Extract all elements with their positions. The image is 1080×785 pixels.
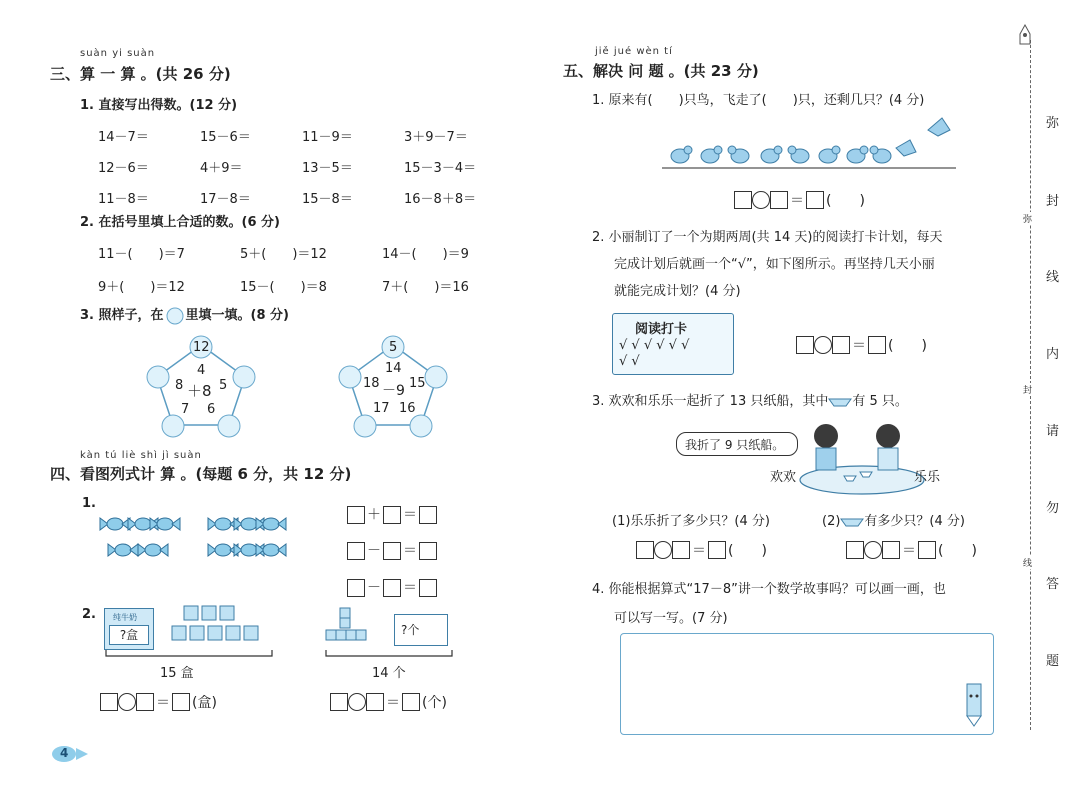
pent2-left: 18: [363, 376, 380, 391]
pent1-right: 5: [219, 378, 228, 393]
q1-item: 11－8＝: [98, 192, 149, 207]
sec3-q2-label: 2. 在括号里填上合适的数。(6 分): [80, 215, 280, 230]
q3-text-a: 3. 欢欢和乐乐一起折了 13 只纸船，其中: [592, 394, 829, 409]
operator-circle[interactable]: [814, 336, 832, 354]
answer-box[interactable]: [419, 579, 437, 597]
q2-item: 9＋( )＝12: [98, 280, 185, 295]
brace-2: [324, 648, 454, 662]
birds-illustration: [660, 112, 960, 180]
margin-char: 弥: [1046, 116, 1060, 131]
q1-item: 14－7＝: [98, 130, 149, 145]
answer-box[interactable]: [383, 579, 401, 597]
q2-item: 15－( )＝8: [240, 280, 327, 295]
sec5-title: 五、解决 问 题 。(共 23 分): [563, 62, 759, 80]
q2-item: 14－( )＝9: [382, 247, 469, 262]
sec5-q2-text: [592, 224, 943, 305]
card-checks-row-1: √ √ √ √ √ √: [619, 338, 690, 353]
page-number-badge: [50, 744, 92, 764]
answer-paren: ( ): [826, 193, 865, 209]
card-title: 阅读打卡: [635, 322, 688, 337]
q4-line-2: 可以写一写。(7 分): [614, 611, 728, 626]
pent2-top: 5: [389, 340, 398, 355]
equals-sign: ＝: [386, 695, 400, 711]
q1-item: 4＋9＝: [200, 161, 243, 176]
q1-item: 17－8＝: [200, 192, 251, 207]
cubes-illustration: [324, 604, 454, 654]
sec5-q4-text: [592, 575, 946, 633]
q4-line-1: 4. 你能根据算式“17－8”讲一个数学故事吗？可以画一画，也: [592, 582, 946, 597]
answer-box[interactable]: [347, 579, 365, 597]
brace-1: [104, 648, 274, 662]
pentagon-puzzle-2: [337, 335, 449, 440]
pent1-br: 6: [207, 402, 216, 417]
operator-circle[interactable]: [654, 541, 672, 559]
q3-2-suffix: 有多少只？(4 分): [864, 514, 965, 529]
answer-box[interactable]: [172, 693, 190, 711]
answer-box[interactable]: [347, 506, 365, 524]
q2-line-2: 完成计划后就画一个“√”，如下图所示。再坚持几天小丽: [614, 257, 935, 272]
answer-box[interactable]: [868, 336, 886, 354]
q3-label-b: 里填一填。(8 分): [185, 308, 289, 323]
sec3-q1-label: 1. 直接写出得数。(12 分): [80, 98, 238, 113]
total-cubes-label: 14 个: [372, 666, 406, 681]
answer-box[interactable]: [347, 542, 365, 560]
margin-char: 请: [1046, 424, 1060, 439]
rocket-icon: [1018, 24, 1032, 50]
pent1-bl: 7: [181, 402, 190, 417]
sec4-q2-label: 2.: [82, 607, 96, 622]
pent1-center: 4: [197, 363, 206, 378]
plus-sign: ＋: [367, 506, 381, 523]
margin-char: 线: [1046, 270, 1060, 285]
answer-box[interactable]: [636, 541, 654, 559]
q1-item: 3＋9－7＝: [404, 130, 468, 145]
q2-row: [98, 238, 518, 271]
q1-item: 13－5＝: [302, 161, 353, 176]
equation-row: [347, 569, 437, 606]
answer-box[interactable]: [806, 191, 824, 209]
answer-box[interactable]: [366, 693, 384, 711]
q3-text-b: 有 5 只。: [852, 394, 908, 409]
story-answer-area[interactable]: [620, 633, 994, 735]
candy-icon: [100, 518, 286, 556]
pent2-op: －9: [382, 383, 405, 399]
pent2-bl: 17: [373, 401, 390, 416]
operator-circle[interactable]: [864, 541, 882, 559]
bird-icon: [671, 118, 950, 163]
sec5-q3-2: [822, 510, 965, 529]
sec5-q1: 1. 原来有( )只鸟，飞走了( )只，还剩几只？(4 分): [592, 93, 925, 108]
q1-item: 15－8＝: [302, 192, 353, 207]
sec5-pinyin: jiě jué wèn tí: [595, 46, 673, 57]
q1-item: 15－3－4＝: [404, 161, 477, 176]
answer-box[interactable]: [918, 541, 936, 559]
sec4-q1-equations: [347, 496, 437, 606]
answer-box[interactable]: [832, 336, 850, 354]
sec5-q3-1: (1)乐乐折了多少只？(4 分): [612, 514, 770, 529]
answer-box[interactable]: [770, 191, 788, 209]
reading-checkin-card: [612, 313, 734, 375]
q2-item: 11－( )＝7: [98, 247, 185, 262]
sec4-q1-label: 1.: [82, 496, 96, 511]
pent1-left: 8: [175, 378, 184, 393]
equation-row: [347, 496, 437, 533]
pent2-right: 15: [409, 376, 426, 391]
sec3-q1-grid: [98, 122, 498, 215]
equals-sign: ＝: [156, 695, 170, 711]
total-boxes-label: 15 盒: [160, 666, 194, 681]
pent2-center: 14: [385, 361, 402, 376]
pentagon-puzzle-1: [145, 335, 257, 440]
page-number: 4: [60, 746, 69, 760]
margin-char: 封: [1046, 194, 1060, 209]
equals-sign: ＝: [692, 543, 706, 559]
q1-row: [98, 153, 498, 184]
q1-item: 16－8＋8＝: [404, 192, 477, 207]
sec3-q2-grid: [98, 238, 518, 304]
sec3-pinyin: suàn yi suàn: [80, 48, 156, 59]
sec5-q3-equation-1: [636, 540, 769, 560]
equals-sign: ＝: [403, 506, 417, 523]
answer-paren: ( ): [888, 338, 927, 354]
q1-item: 12－6＝: [98, 161, 149, 176]
pent2-br: 16: [399, 401, 416, 416]
sec5-q3: [592, 390, 908, 409]
answer-box[interactable]: [100, 693, 118, 711]
margin-char: 题: [1046, 654, 1060, 669]
flower-icon: [164, 306, 186, 326]
small-cubes: [324, 606, 374, 650]
answer-box[interactable]: [882, 541, 900, 559]
answer-box[interactable]: [846, 541, 864, 559]
equals-sign: ＝: [403, 543, 417, 559]
q1-item: 15－6＝: [200, 130, 251, 145]
margin-char: 勿: [1046, 501, 1060, 516]
answer-box[interactable]: [419, 542, 437, 560]
sec5-q2-equation: [796, 335, 929, 355]
margin-char: 答: [1046, 577, 1060, 592]
pent1-top: 12: [193, 340, 210, 355]
q2-item: 7＋( )＝16: [382, 280, 469, 295]
milk-brand-label: 纯牛奶: [113, 613, 137, 622]
candies-illustration: [98, 514, 288, 572]
speech-bubble: [676, 432, 798, 456]
minus-sign: －: [367, 579, 381, 596]
card-checks-row-2: √ √: [619, 354, 640, 369]
minus-sign: －: [367, 543, 381, 559]
pent1-op: ＋8: [187, 382, 212, 400]
answer-box[interactable]: [734, 191, 752, 209]
margin-small-char: 封: [1023, 383, 1032, 396]
sec3-title: 三、算 一 算 。(共 26 分): [50, 65, 231, 83]
equation-row: [347, 533, 437, 570]
answer-paren: ( ): [728, 543, 767, 559]
big-milk-crate: [104, 608, 154, 650]
sec4-q2-equation-2: [330, 692, 449, 712]
paper-boat-icon: [840, 516, 864, 528]
answer-box[interactable]: [419, 506, 437, 524]
answer-box[interactable]: [708, 541, 726, 559]
page-badge-icon: [50, 744, 92, 764]
sec4-title: 四、看图列式计 算 。(每题 6 分，共 12 分): [50, 465, 352, 483]
answer-box[interactable]: [383, 506, 401, 524]
q2-item: 5＋( )＝12: [240, 247, 327, 262]
sec4-pinyin: kàn tú liè shì jì suàn: [80, 450, 202, 461]
sec3-q3-label: [80, 304, 289, 326]
equals-sign: ＝: [902, 543, 916, 559]
answer-box[interactable]: [402, 693, 420, 711]
margin-char: 内: [1046, 347, 1060, 362]
paper-boat-icon: [828, 396, 852, 408]
name-huanhuan: 欢欢: [770, 470, 797, 485]
q3-label-a: 3. 照样子，在: [80, 308, 164, 323]
equals-sign: ＝: [403, 579, 417, 596]
children-folding-boats-illustration: [796, 420, 926, 498]
margin-small-char: 弥: [1023, 212, 1032, 225]
operator-circle[interactable]: [752, 191, 770, 209]
pencil-character-icon: [959, 680, 989, 730]
unit-label: (盒): [192, 695, 217, 711]
answer-paren: ( ): [938, 543, 977, 559]
operator-circle[interactable]: [118, 693, 136, 711]
answer-box[interactable]: [796, 336, 814, 354]
answer-box[interactable]: [672, 541, 690, 559]
milk-boxes-illustration: [104, 604, 274, 654]
q1-row: [98, 122, 498, 153]
sec5-q1-equation: [734, 190, 867, 210]
q2-line-3: 就能完成计划？(4 分): [614, 284, 741, 299]
q2-row: [98, 271, 518, 304]
operator-circle[interactable]: [348, 693, 366, 711]
equals-sign: ＝: [852, 338, 866, 354]
sec4-q2-equation-1: [100, 692, 219, 712]
answer-box[interactable]: [330, 693, 348, 711]
cube-question-label: ?个: [401, 623, 420, 637]
q1-item: 11－9＝: [302, 130, 353, 145]
unit-label: (个): [422, 695, 447, 711]
sec5-q3-equation-2: [846, 540, 979, 560]
name-lele: 乐乐: [914, 470, 941, 485]
q2-line-1: 2. 小丽制订了一个为期两周(共 14 天)的阅读打卡计划，每天: [592, 230, 943, 245]
answer-box[interactable]: [136, 693, 154, 711]
answer-box[interactable]: [383, 542, 401, 560]
margin-small-char: 线: [1023, 556, 1032, 569]
crate-question-label: ?盒: [109, 625, 149, 645]
q3-2-prefix: (2): [822, 514, 841, 529]
speech-text: 我折了 9 只纸船。: [685, 438, 785, 452]
equals-sign: ＝: [790, 193, 804, 209]
small-milk-boxes: [170, 604, 270, 652]
big-cube-box: [394, 614, 448, 646]
